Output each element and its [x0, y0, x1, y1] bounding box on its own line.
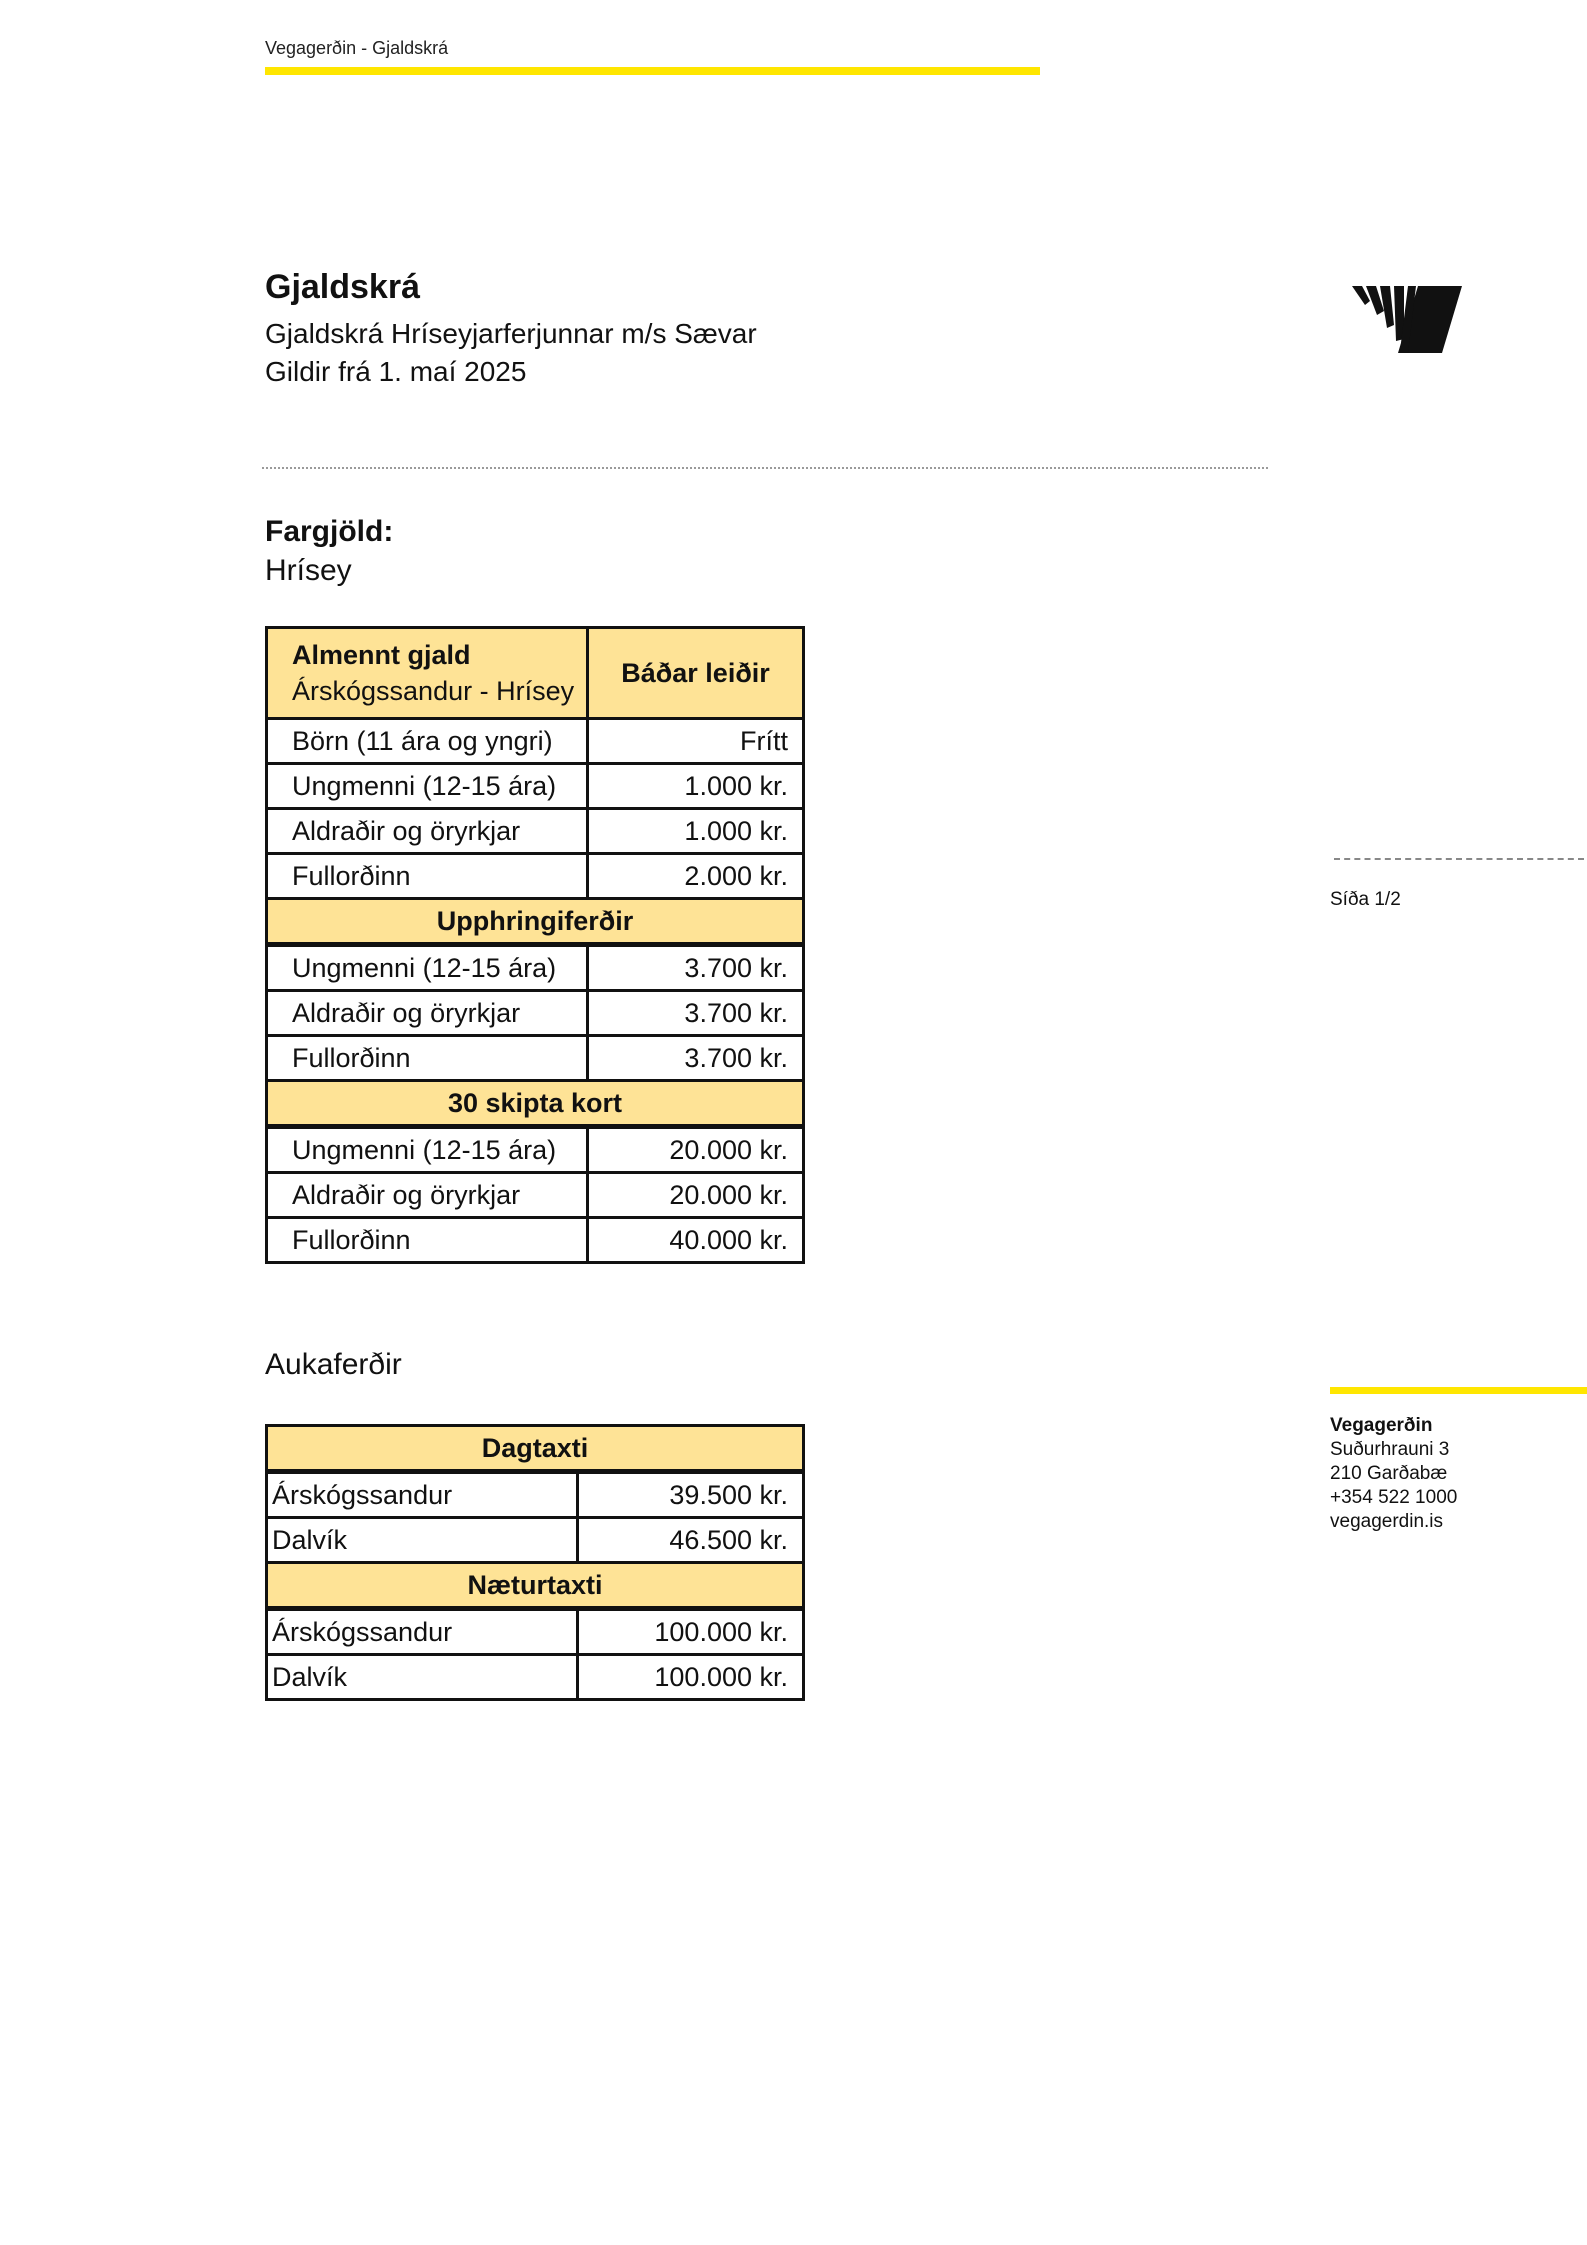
row-label: Aldraðir og öryrkjar	[267, 991, 588, 1036]
row-label: Árskógssandur	[267, 1472, 578, 1518]
section-row-day-rate	[267, 1426, 804, 1472]
section-label: Dagtaxti	[267, 1426, 804, 1472]
row-price: 1.000 kr.	[588, 809, 804, 854]
table-row	[267, 1218, 804, 1263]
extra-trips-heading: Aukaferðir	[265, 1348, 402, 1381]
row-price: 100.000 kr.	[577, 1609, 803, 1655]
table-row	[267, 1472, 804, 1518]
row-price: 3.700 kr.	[588, 945, 804, 991]
row-label: Fullorðinn	[267, 1036, 588, 1081]
table-row	[267, 1127, 804, 1173]
website: vegagerdin.is	[1330, 1511, 1444, 1532]
document-subtitle: Gjaldskrá Hríseyjarferjunnar m/s Sævar	[265, 318, 757, 349]
row-price: 39.500 kr.	[577, 1472, 803, 1518]
table-row	[267, 1518, 804, 1563]
row-label: Fullorðinn	[267, 854, 588, 899]
row-price: 40.000 kr.	[588, 1218, 804, 1263]
table-row	[267, 809, 804, 854]
header-left-cell	[267, 628, 588, 719]
row-price: 100.000 kr.	[577, 1655, 803, 1700]
section-label: Upphringiferðir	[267, 899, 804, 945]
phone: +354 522 1000	[1330, 1487, 1458, 1508]
table-row	[267, 764, 804, 809]
table-row	[267, 854, 804, 899]
section-row-ring-trips	[267, 899, 804, 945]
row-price: 2.000 kr.	[588, 854, 804, 899]
org-name: Vegagerðin	[1330, 1415, 1433, 1436]
row-price: 3.700 kr.	[588, 1036, 804, 1081]
row-price: 1.000 kr.	[588, 764, 804, 809]
row-label: Dalvík	[267, 1518, 578, 1563]
row-price: 46.500 kr.	[577, 1518, 803, 1563]
row-label: Fullorðinn	[267, 1218, 588, 1263]
document-title: Gjaldskrá	[265, 268, 420, 306]
street: Suðurhrauni 3	[1330, 1439, 1450, 1460]
vegagerdin-logo-icon	[1352, 283, 1462, 356]
fares-location: Hrísey	[265, 554, 352, 587]
fares-heading: Fargjöld:	[265, 515, 394, 548]
page-marker-line	[1334, 858, 1584, 860]
section-label: Næturtaxti	[267, 1563, 804, 1609]
row-label: Börn (11 ára og yngri)	[267, 719, 588, 764]
table-row	[267, 1036, 804, 1081]
row-label: Ungmenni (12-15 ára)	[267, 945, 588, 991]
general-fee-label: Almennt gjald	[292, 640, 471, 670]
section-row-night-rate	[267, 1563, 804, 1609]
running-header: Vegagerðin - Gjaldskrá	[265, 38, 449, 58]
table-row	[267, 1173, 804, 1218]
row-price: 20.000 kr.	[588, 1127, 804, 1173]
section-divider	[262, 467, 1268, 469]
city: 210 Garðabæ	[1330, 1463, 1448, 1484]
section-row-punch-card	[267, 1081, 804, 1127]
fare-table	[265, 626, 805, 1264]
route-label: Árskógssandur - Hrísey	[292, 676, 575, 706]
address-block	[1330, 1414, 1457, 1534]
table-row	[267, 991, 804, 1036]
both-ways-label: Báðar leiðir	[588, 628, 804, 719]
valid-from: Gildir frá 1. maí 2025	[265, 356, 527, 387]
row-label: Árskógssandur	[267, 1609, 578, 1655]
row-label: Ungmenni (12-15 ára)	[267, 764, 588, 809]
row-label: Aldraðir og öryrkjar	[267, 1173, 588, 1218]
row-price: 20.000 kr.	[588, 1173, 804, 1218]
row-price: 3.700 kr.	[588, 991, 804, 1036]
table-row	[267, 719, 804, 764]
section-label: 30 skipta kort	[267, 1081, 804, 1127]
table-row	[267, 1609, 804, 1655]
row-price: Frítt	[588, 719, 804, 764]
table-row	[267, 1655, 804, 1700]
table-row	[267, 945, 804, 991]
fare-table-header	[267, 628, 804, 719]
row-label: Dalvík	[267, 1655, 578, 1700]
address-accent-bar	[1330, 1387, 1587, 1394]
page-number: Síða 1/2	[1330, 889, 1401, 910]
row-label: Aldraðir og öryrkjar	[267, 809, 588, 854]
extra-trips-table	[265, 1424, 805, 1701]
header-accent-bar	[265, 67, 1040, 75]
row-label: Ungmenni (12-15 ára)	[267, 1127, 588, 1173]
